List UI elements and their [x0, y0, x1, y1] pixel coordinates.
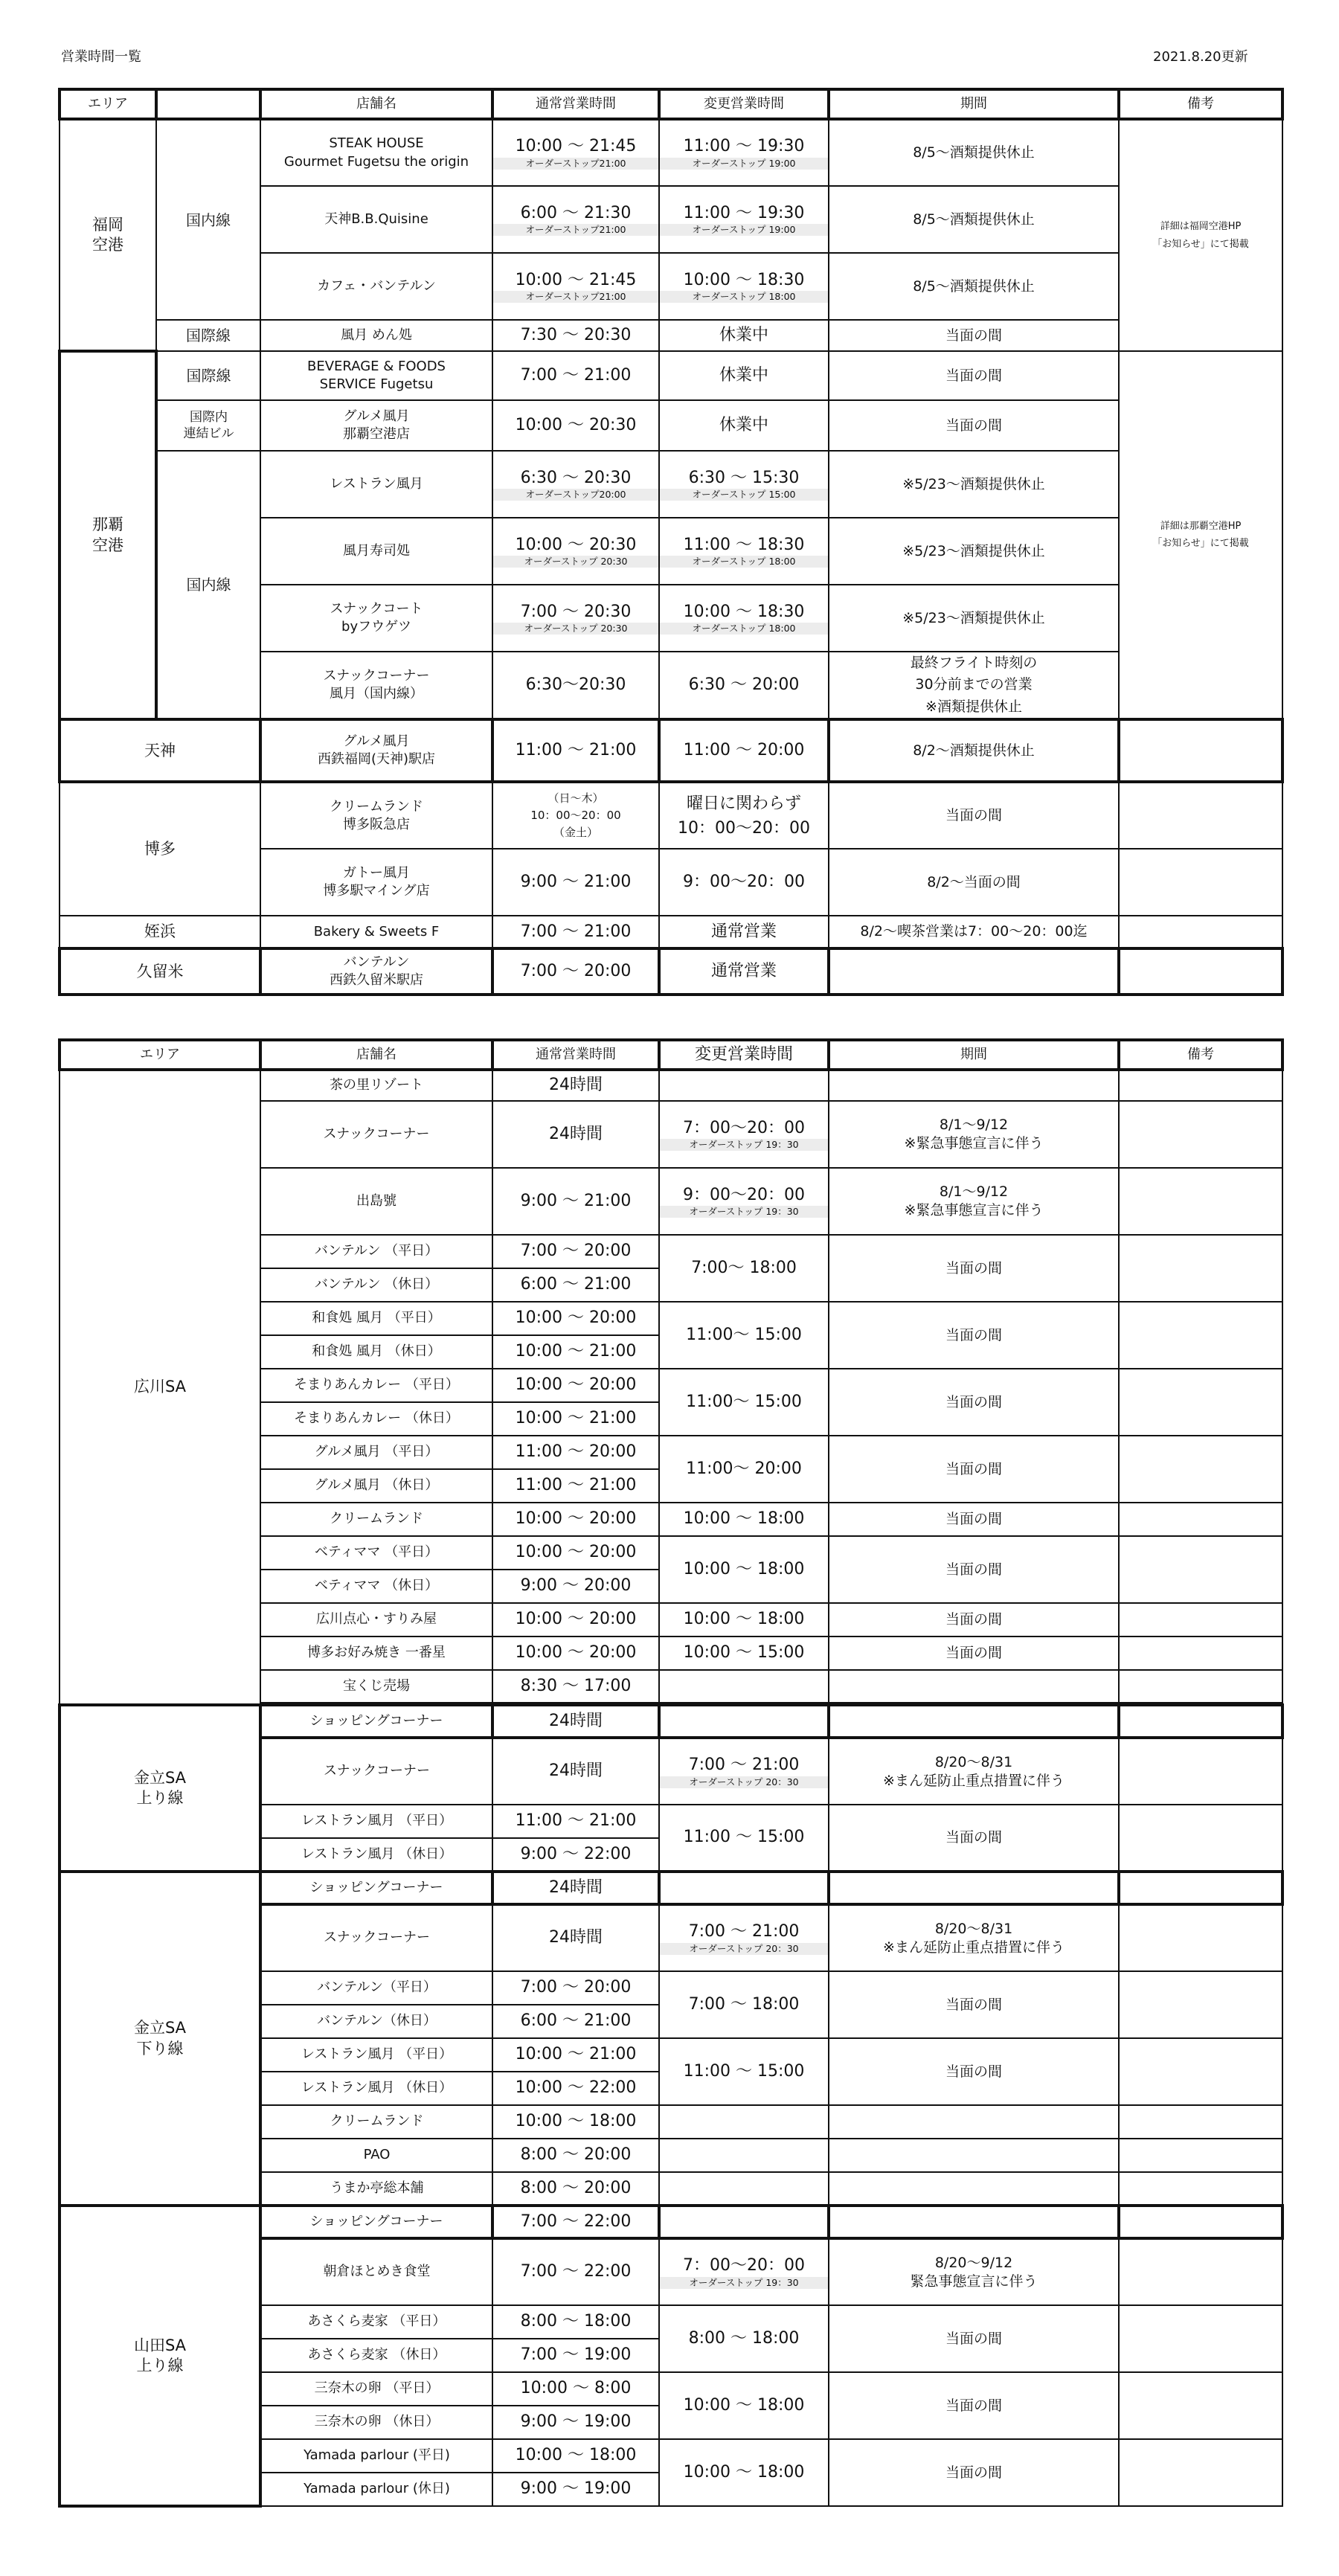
header-period: 期間 — [829, 1040, 1119, 1070]
store-name: ガトー風月 博多駅マイング店 — [260, 849, 492, 916]
area-naha-airport: 那覇 空港 — [60, 351, 156, 719]
notes-empty — [1119, 1302, 1282, 1369]
period: ※5/23〜酒類提供休止 — [829, 518, 1119, 585]
header-notes: 備考 — [1119, 89, 1282, 119]
period: 当面の間 — [829, 2439, 1119, 2506]
changed-hours — [659, 2172, 829, 2206]
changed-hours: 7：00〜20：00 オーダーストップ 19：30 — [659, 1101, 829, 1168]
period: 当面の間 — [829, 2038, 1119, 2105]
changed-hours — [659, 2105, 829, 2139]
changed-hours: 休業中 — [659, 351, 829, 400]
period: 当面の間 — [829, 351, 1119, 400]
notes-empty — [1119, 1805, 1282, 1872]
changed-hours: 7：00〜20：00 オーダーストップ 19：30 — [659, 2238, 829, 2305]
changed-hours: 11:00 〜 19:30 オーダーストップ 19:00 — [659, 119, 829, 186]
notes-empty — [1119, 1637, 1282, 1670]
normal-hours: 10:00 〜 20:30 オーダーストップ 20:30 — [492, 518, 659, 585]
store-name: スナックコート byフウゲツ — [260, 585, 492, 652]
notes-empty — [1119, 2372, 1282, 2439]
table-row — [60, 451, 1282, 518]
normal-hours: 11:00 〜 21:00 — [492, 1469, 659, 1503]
changed-hours: 10:00 〜 18:30 オーダーストップ 18:00 — [659, 253, 829, 320]
period — [829, 1872, 1119, 1904]
normal-hours: 24時間 — [492, 1070, 659, 1101]
header-sub — [156, 89, 260, 119]
table-row — [60, 119, 1282, 186]
period: 8/5〜酒類提供休止 — [829, 119, 1119, 186]
period: 当面の間 — [829, 1971, 1119, 2038]
store-name: 朝倉ほとめき食堂 — [260, 2238, 492, 2305]
period — [829, 1705, 1119, 1738]
notes-empty — [1119, 916, 1282, 948]
table-row — [60, 400, 1282, 451]
period — [829, 948, 1119, 995]
period: 8/5〜酒類提供休止 — [829, 186, 1119, 253]
normal-hours: 7:30 〜 20:30 — [492, 320, 659, 351]
store-name: バンテルン （平日） — [260, 1235, 492, 1268]
period: 当面の間 — [829, 1369, 1119, 1436]
notes-empty — [1119, 1670, 1282, 1703]
normal-hours: 6:30 〜 20:30 オーダーストップ20:00 — [492, 451, 659, 518]
normal-hours: 10:00 〜 21:45 オーダーストップ21:00 — [492, 253, 659, 320]
notes-empty — [1119, 1705, 1282, 1738]
hours-table-airports — [58, 88, 1284, 996]
changed-hours: 11:00 〜 18:30 オーダーストップ 18:00 — [659, 518, 829, 585]
period: 8/2〜酒類提供休止 — [829, 719, 1119, 782]
header-area: エリア — [60, 1040, 260, 1070]
changed-hours: 休業中 — [659, 400, 829, 451]
notes-empty — [1119, 948, 1282, 995]
normal-hours: 24時間 — [492, 1738, 659, 1805]
normal-hours: 9:00 〜 21:00 — [492, 1168, 659, 1235]
changed-hours — [659, 1070, 829, 1101]
period — [829, 2105, 1119, 2139]
header-notes: 備考 — [1119, 1040, 1282, 1070]
header-normal-hours: 通常営業時間 — [492, 89, 659, 119]
header-store: 店舗名 — [260, 1040, 492, 1070]
period: 8/1〜9/12 ※緊急事態宣言に伴う — [829, 1101, 1119, 1168]
changed-hours — [659, 2206, 829, 2238]
store-name: ショッピングコーナー — [260, 1705, 492, 1738]
store-name: 茶の里リゾート — [260, 1070, 492, 1101]
changed-hours: 11:00 〜 20:00 — [659, 719, 829, 782]
area-hakata: 博多 — [60, 782, 260, 916]
terminal-international: 国際線 — [156, 351, 260, 400]
changed-hours: 11:00〜 20:00 — [659, 1436, 829, 1503]
notes-fukuoka: 詳細は福岡空港HP 「お知らせ」にて掲載 — [1119, 119, 1282, 351]
store-name: 風月 めん処 — [260, 320, 492, 351]
normal-hours: 7:00 〜 22:00 — [492, 2238, 659, 2305]
changed-hours: 10:00 〜 18:00 — [659, 1536, 829, 1603]
notes-empty — [1119, 1738, 1282, 1805]
normal-hours: （日〜木） 10：00〜20：00 （金土） — [492, 782, 659, 849]
store-name: そまりあんカレー （平日） — [260, 1369, 492, 1402]
header-store: 店舗名 — [260, 89, 492, 119]
period: 8/20〜8/31 ※まん延防止重点措置に伴う — [829, 1738, 1119, 1805]
store-name: あさくら麦家 （休日） — [260, 2339, 492, 2372]
normal-hours: 6:30〜20:30 — [492, 652, 659, 719]
page-title: 営業時間一覧 — [61, 49, 141, 65]
period: 8/5〜酒類提供休止 — [829, 253, 1119, 320]
period: 8/20〜8/31 ※まん延防止重点措置に伴う — [829, 1904, 1119, 1971]
normal-hours: 8:00 〜 20:00 — [492, 2172, 659, 2206]
notes-empty — [1119, 2172, 1282, 2206]
store-name: レストラン風月 （休日） — [260, 2072, 492, 2105]
period: 当面の間 — [829, 2372, 1119, 2439]
normal-hours: 9:00 〜 19:00 — [492, 2406, 659, 2439]
area-kanadachi-sa-up: 金立SA 上り線 — [60, 1705, 260, 1872]
changed-hours: 6:30 〜 20:00 — [659, 652, 829, 719]
period — [829, 2172, 1119, 2206]
period: ※5/23〜酒類提供休止 — [829, 585, 1119, 652]
period: 8/2〜喫茶営業は7：00〜20：00迄 — [829, 916, 1119, 948]
notes-empty — [1119, 2439, 1282, 2506]
changed-hours — [659, 1670, 829, 1703]
notes-naha: 詳細は那覇空港HP 「お知らせ」にて掲載 — [1119, 351, 1282, 719]
normal-hours: 8:00 〜 20:00 — [492, 2139, 659, 2172]
store-name: グルメ風月 （平日） — [260, 1436, 492, 1469]
store-name: クリームランド — [260, 1503, 492, 1536]
store-name: クリームランド — [260, 2105, 492, 2139]
notes-empty — [1119, 1536, 1282, 1603]
notes-empty — [1119, 2305, 1282, 2372]
terminal-international: 国際線 — [156, 320, 260, 351]
store-name: グルメ風月 （休日） — [260, 1469, 492, 1503]
store-name: 宝くじ売場 — [260, 1670, 492, 1703]
period: 当面の間 — [829, 2305, 1119, 2372]
terminal-domestic: 国内線 — [156, 451, 260, 719]
hours-table-service-areas — [58, 1038, 1284, 2508]
period: 当面の間 — [829, 1302, 1119, 1369]
normal-hours: 7:00 〜 22:00 — [492, 2206, 659, 2238]
normal-hours: 7:00 〜 20:00 — [492, 1971, 659, 2005]
store-name: 天神B.B.Quisine — [260, 186, 492, 253]
header-changed-hours: 変更営業時間 — [659, 1040, 829, 1070]
notes-empty — [1119, 719, 1282, 782]
table-header-row — [60, 89, 1282, 119]
period: 当面の間 — [829, 1805, 1119, 1872]
changed-hours: 7:00〜 18:00 — [659, 1235, 829, 1302]
normal-hours: 11:00 〜 21:00 — [492, 1805, 659, 1838]
changed-hours: 10:00 〜 18:00 — [659, 1503, 829, 1536]
store-name: レストラン風月 （休日） — [260, 1838, 492, 1872]
period: 当面の間 — [829, 1436, 1119, 1503]
store-name: バンテルン（平日） — [260, 1971, 492, 2005]
notes-empty — [1119, 2139, 1282, 2172]
store-name: Yamada parlour (休日) — [260, 2473, 492, 2506]
area-meinohama: 姪浜 — [60, 916, 260, 948]
normal-hours: 10:00 〜 18:00 — [492, 2439, 659, 2473]
notes-empty — [1119, 1369, 1282, 1436]
store-name: 広川点心・すりみ屋 — [260, 1603, 492, 1637]
table-row — [60, 1070, 1282, 1101]
normal-hours: 11:00 〜 20:00 — [492, 1436, 659, 1469]
normal-hours: 10:00 〜 20:00 — [492, 1369, 659, 1402]
normal-hours: 9:00 〜 21:00 — [492, 849, 659, 916]
store-name: BEVERAGE & FOODS SERVICE Fugetsu — [260, 351, 492, 400]
updated-date: 2021.8.20更新 — [1153, 49, 1248, 65]
normal-hours: 24時間 — [492, 1101, 659, 1168]
changed-hours: 10:00 〜 15:00 — [659, 1637, 829, 1670]
normal-hours: 10:00 〜 21:00 — [492, 2038, 659, 2072]
period: 当面の間 — [829, 1503, 1119, 1536]
normal-hours: 6:00 〜 21:00 — [492, 1268, 659, 1302]
changed-hours: 7:00 〜 18:00 — [659, 1971, 829, 2038]
table-row — [60, 916, 1282, 948]
store-name: スナックコーナー — [260, 1101, 492, 1168]
store-name: スナックコーナー — [260, 1904, 492, 1971]
normal-hours: 9:00 〜 22:00 — [492, 1838, 659, 1872]
header-area: エリア — [60, 89, 156, 119]
notes-empty — [1119, 2238, 1282, 2305]
store-name: レストラン風月 （平日） — [260, 1805, 492, 1838]
normal-hours: 10:00 〜 20:00 — [492, 1503, 659, 1536]
normal-hours: 24時間 — [492, 1705, 659, 1738]
changed-hours: 11:00 〜 15:00 — [659, 2038, 829, 2105]
notes-empty — [1119, 849, 1282, 916]
store-name: レストラン風月 （平日） — [260, 2038, 492, 2072]
store-name: 和食処 風月 （平日） — [260, 1302, 492, 1335]
notes-empty — [1119, 1971, 1282, 2038]
notes-empty — [1119, 1904, 1282, 1971]
store-name: そまりあんカレー （休日） — [260, 1402, 492, 1436]
terminal-connecting-building: 国際内 連結ビル — [156, 400, 260, 451]
period: 当面の間 — [829, 400, 1119, 451]
changed-hours: 8:00 〜 18:00 — [659, 2305, 829, 2372]
header-normal-hours: 通常営業時間 — [492, 1040, 659, 1070]
table-row — [60, 351, 1282, 400]
area-yamada-sa-up: 山田SA 上り線 — [60, 2206, 260, 2506]
store-name: PAO — [260, 2139, 492, 2172]
store-name: バンテルン （休日） — [260, 1268, 492, 1302]
store-name: グルメ風月 那覇空港店 — [260, 400, 492, 451]
period — [829, 1070, 1119, 1101]
period: 当面の間 — [829, 1235, 1119, 1302]
normal-hours: 24時間 — [492, 1904, 659, 1971]
header-period: 期間 — [829, 89, 1119, 119]
changed-hours: 11:00 〜 15:00 — [659, 1805, 829, 1872]
period: 当面の間 — [829, 1637, 1119, 1670]
normal-hours: 8:30 〜 17:00 — [492, 1670, 659, 1703]
area-tenjin: 天神 — [60, 719, 260, 782]
changed-hours — [659, 1705, 829, 1738]
store-name: スナックコーナー 風月（国内線） — [260, 652, 492, 719]
normal-hours: 7:00 〜 21:00 — [492, 916, 659, 948]
store-name: バンテルン（休日） — [260, 2005, 492, 2038]
changed-hours: 9：00〜20：00 — [659, 849, 829, 916]
notes-empty — [1119, 1070, 1282, 1101]
normal-hours: 10:00 〜 20:00 — [492, 1302, 659, 1335]
area-hirokawa-sa: 広川SA — [60, 1070, 260, 1705]
changed-hours: 9：00〜20：00 オーダーストップ 19：30 — [659, 1168, 829, 1235]
period: 8/1〜9/12 ※緊急事態宣言に伴う — [829, 1168, 1119, 1235]
store-name: レストラン風月 — [260, 451, 492, 518]
changed-hours: 通常営業 — [659, 916, 829, 948]
notes-empty — [1119, 2038, 1282, 2105]
store-name: 博多お好み焼き 一番星 — [260, 1637, 492, 1670]
changed-hours: 10:00 〜 18:00 — [659, 1603, 829, 1637]
table-row — [60, 2206, 1282, 2238]
table-row — [60, 1872, 1282, 1904]
store-name: バンテルン 西鉄久留米駅店 — [260, 948, 492, 995]
store-name: ショッピングコーナー — [260, 2206, 492, 2238]
store-name: 三奈木の卵 （休日） — [260, 2406, 492, 2439]
changed-hours: 10:00 〜 18:00 — [659, 2439, 829, 2506]
notes-empty — [1119, 1603, 1282, 1637]
normal-hours: 6:00 〜 21:30 オーダーストップ21:00 — [492, 186, 659, 253]
notes-empty — [1119, 1235, 1282, 1302]
table-row — [60, 948, 1282, 995]
changed-hours: 休業中 — [659, 320, 829, 351]
notes-empty — [1119, 1436, 1282, 1503]
normal-hours: 10:00 〜 8:00 — [492, 2372, 659, 2406]
normal-hours: 10:00 〜 20:00 — [492, 1536, 659, 1570]
changed-hours: 10:00 〜 18:00 — [659, 2372, 829, 2439]
store-name: 風月寿司処 — [260, 518, 492, 585]
area-kurume: 久留米 — [60, 948, 260, 995]
notes-empty — [1119, 2105, 1282, 2139]
period — [829, 2139, 1119, 2172]
period: ※5/23〜酒類提供休止 — [829, 451, 1119, 518]
period: 当面の間 — [829, 1603, 1119, 1637]
store-name: グルメ風月 西鉄福岡(天神)駅店 — [260, 719, 492, 782]
changed-hours: 曜日に関わらず 10：00〜20：00 — [659, 782, 829, 849]
normal-hours: 10:00 〜 20:00 — [492, 1637, 659, 1670]
changed-hours: 10:00 〜 18:30 オーダーストップ 18:00 — [659, 585, 829, 652]
normal-hours: 7:00 〜 20:30 オーダーストップ 20:30 — [492, 585, 659, 652]
store-name: 三奈木の卵 （平日） — [260, 2372, 492, 2406]
normal-hours: 7:00 〜 21:00 — [492, 351, 659, 400]
period: 8/2〜当面の間 — [829, 849, 1119, 916]
store-name: Yamada parlour (平日) — [260, 2439, 492, 2473]
normal-hours: 7:00 〜 20:00 — [492, 948, 659, 995]
changed-hours: 11:00 〜 19:30 オーダーストップ 19:00 — [659, 186, 829, 253]
normal-hours: 7:00 〜 19:00 — [492, 2339, 659, 2372]
normal-hours: 9:00 〜 19:00 — [492, 2473, 659, 2506]
notes-empty — [1119, 1168, 1282, 1235]
normal-hours: 10:00 〜 18:00 — [492, 2105, 659, 2139]
period: 8/20〜9/12 緊急事態宣言に伴う — [829, 2238, 1119, 2305]
store-name: スナックコーナー — [260, 1738, 492, 1805]
changed-hours: 7:00 〜 21:00 オーダーストップ 20：30 — [659, 1904, 829, 1971]
store-name: あさくら麦家 （平日） — [260, 2305, 492, 2339]
table-row — [60, 782, 1282, 849]
normal-hours: 10:00 〜 21:00 — [492, 1402, 659, 1436]
normal-hours: 6:00 〜 21:00 — [492, 2005, 659, 2038]
changed-hours: 通常営業 — [659, 948, 829, 995]
table-row — [60, 719, 1282, 782]
normal-hours: 10:00 〜 20:00 — [492, 1603, 659, 1637]
changed-hours: 6:30 〜 15:30 オーダーストップ 15:00 — [659, 451, 829, 518]
period: 当面の間 — [829, 320, 1119, 351]
changed-hours — [659, 1872, 829, 1904]
normal-hours: 10:00 〜 20:30 — [492, 400, 659, 451]
store-name: カフェ・バンテルン — [260, 253, 492, 320]
store-name: 出島號 — [260, 1168, 492, 1235]
store-name: うまか亭総本舗 — [260, 2172, 492, 2206]
store-name: 和食処 風月 （休日） — [260, 1335, 492, 1369]
header-changed-hours: 変更営業時間 — [659, 89, 829, 119]
normal-hours: 8:00 〜 18:00 — [492, 2305, 659, 2339]
normal-hours: 10:00 〜 22:00 — [492, 2072, 659, 2105]
normal-hours: 7:00 〜 20:00 — [492, 1235, 659, 1268]
changed-hours: 11:00〜 15:00 — [659, 1369, 829, 1436]
notes-empty — [1119, 1503, 1282, 1536]
table-row — [60, 1705, 1282, 1738]
normal-hours: 9:00 〜 20:00 — [492, 1570, 659, 1603]
changed-hours: 7:00 〜 21:00 オーダーストップ 20：30 — [659, 1738, 829, 1805]
store-name: クリームランド 博多阪急店 — [260, 782, 492, 849]
period — [829, 1670, 1119, 1703]
notes-empty — [1119, 1101, 1282, 1168]
normal-hours: 10:00 〜 21:00 — [492, 1335, 659, 1369]
period: 最終フライト時刻の 30分前までの営業 ※酒類提供休止 — [829, 652, 1119, 719]
normal-hours: 10:00 〜 21:45 オーダーストップ21:00 — [492, 119, 659, 186]
notes-empty — [1119, 2206, 1282, 2238]
changed-hours: 11:00〜 15:00 — [659, 1302, 829, 1369]
store-name: ベティママ （平日） — [260, 1536, 492, 1570]
terminal-domestic: 国内線 — [156, 119, 260, 320]
store-name: ベティママ （休日） — [260, 1570, 492, 1603]
period: 当面の間 — [829, 1536, 1119, 1603]
store-name: Bakery & Sweets F — [260, 916, 492, 948]
normal-hours: 11:00 〜 21:00 — [492, 719, 659, 782]
period: 当面の間 — [829, 782, 1119, 849]
area-kanadachi-sa-down: 金立SA 下り線 — [60, 1872, 260, 2206]
period — [829, 2206, 1119, 2238]
changed-hours — [659, 2139, 829, 2172]
notes-empty — [1119, 782, 1282, 849]
store-name: ショッピングコーナー — [260, 1872, 492, 1904]
table-row — [60, 320, 1282, 351]
normal-hours: 24時間 — [492, 1872, 659, 1904]
table-header-row — [60, 1040, 1282, 1070]
area-fukuoka-airport: 福岡 空港 — [60, 119, 156, 351]
notes-empty — [1119, 1872, 1282, 1904]
store-name: STEAK HOUSE Gourmet Fugetsu the origin — [260, 119, 492, 186]
